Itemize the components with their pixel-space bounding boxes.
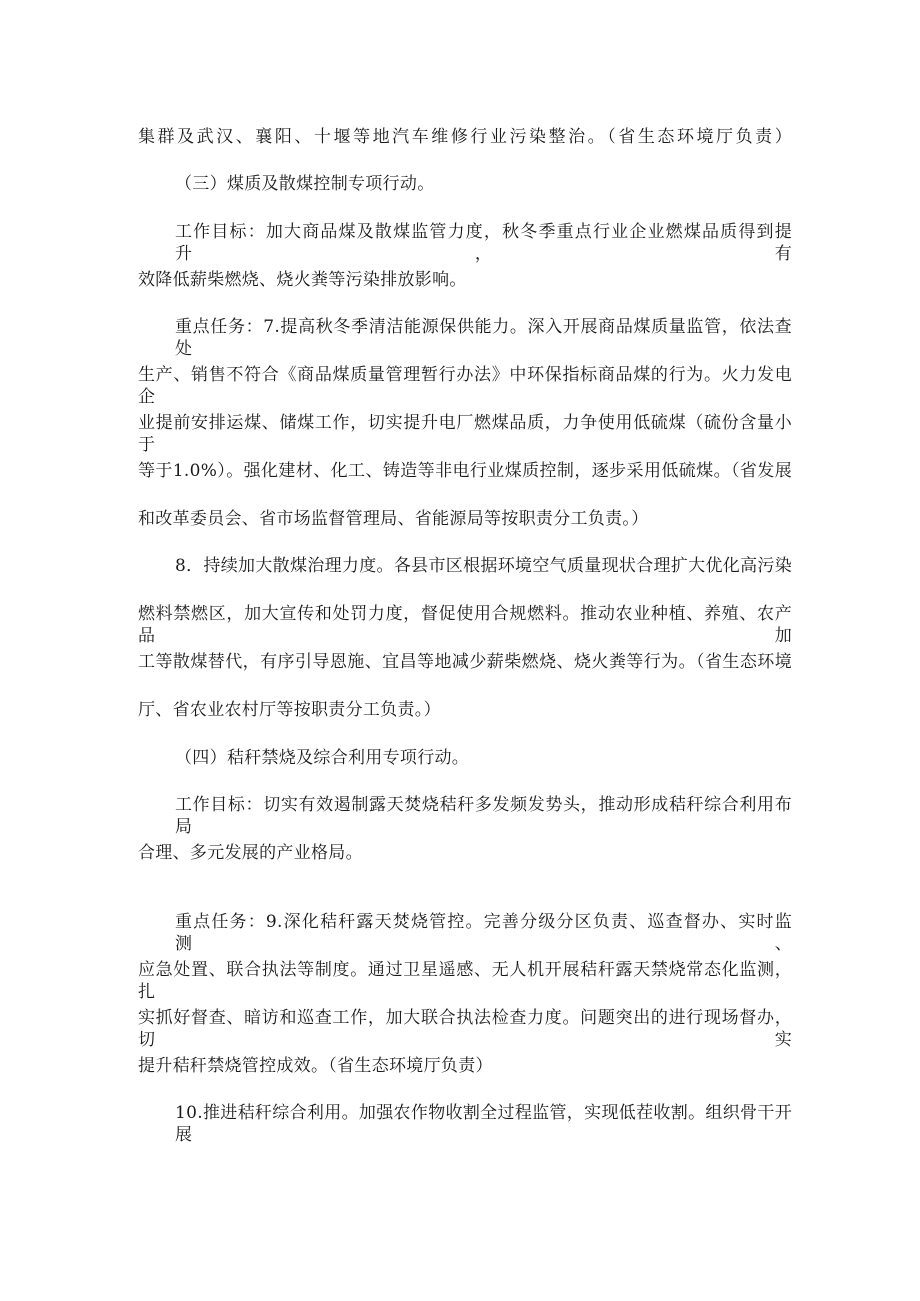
- text-line: 10.推进秸秆综合利用。加强农作物收割全过程监管，实现低茬收割。组织骨干开展: [175, 1103, 792, 1145]
- text-line: 重点任务：7.提高秋冬季清洁能源保供能力。深入开展商品煤质量监管，依法查处: [175, 317, 792, 359]
- text-line: 厅、省农业农村厅等按职责分工负责。）: [138, 700, 441, 720]
- text-line: 合理、多元发展的产业格局。: [138, 843, 363, 863]
- text-line: 业提前安排运煤、储煤工作，切实提升电厂燃煤品质，力争使用低硫煤（硫份含量小于: [138, 413, 792, 455]
- text-line: 实抓好督查、暗访和巡查工作，加大联合执法检查力度。问题突出的进行现场督办，切实: [138, 1008, 792, 1050]
- section-heading: （三）煤质及散煤控制专项行动。: [175, 174, 435, 194]
- text-line: 提升秸秆禁烧管控成效。（省生态环境厅负责）: [138, 1056, 493, 1076]
- text-line: 工作目标：切实有效遏制露天焚烧秸秆多发频发势头，推动形成秸秆综合利用布局: [175, 795, 792, 837]
- text-line: 应急处置、联合执法等制度。通过卫星遥感、无人机开展秸秆露天禁烧常态化监测，扎: [138, 960, 792, 1002]
- text-line: 8．持续加大散煤治理力度。各县市区根据环境空气质量现状合理扩大优化高污染: [175, 556, 792, 576]
- text-line: 等于1.0%）。强化建材、化工、铸造等非电行业煤质控制，逐步采用低硫煤。（省发展: [138, 461, 792, 481]
- text-line: 效降低薪柴燃烧、烧火粪等污染排放影响。: [138, 270, 467, 290]
- text-line: 工等散煤替代，有序引导恩施、宜昌等地减少薪柴燃烧、烧火粪等行为。（省生态环境: [138, 652, 792, 672]
- section-heading: （四）秸秆禁烧及综合利用专项行动。: [175, 748, 470, 768]
- text-line: 燃料禁燃区，加大宣传和处罚力度，督促使用合规燃料。推动农业种植、养殖、农产品加: [138, 604, 792, 646]
- text-line: 和改革委员会、省市场监督管理局、省能源局等按职责分工负责。）: [138, 509, 649, 529]
- text-line: 集群及武汉、襄阳、十堰等地汽车维修行业污染整治。（省生态环境厅负责）: [138, 127, 792, 147]
- text-line: 生产、销售不符合《商品煤质量管理暂行办法》中环保指标商品煤的行为。火力发电企: [138, 365, 792, 407]
- text-line: 重点任务：9.深化秸秆露天焚烧管控。完善分级分区负责、巡查督办、实时监测、: [175, 912, 792, 954]
- text-line: 工作目标：加大商品煤及散煤监管力度，秋冬季重点行业企业燃煤品质得到提升，有: [175, 222, 792, 264]
